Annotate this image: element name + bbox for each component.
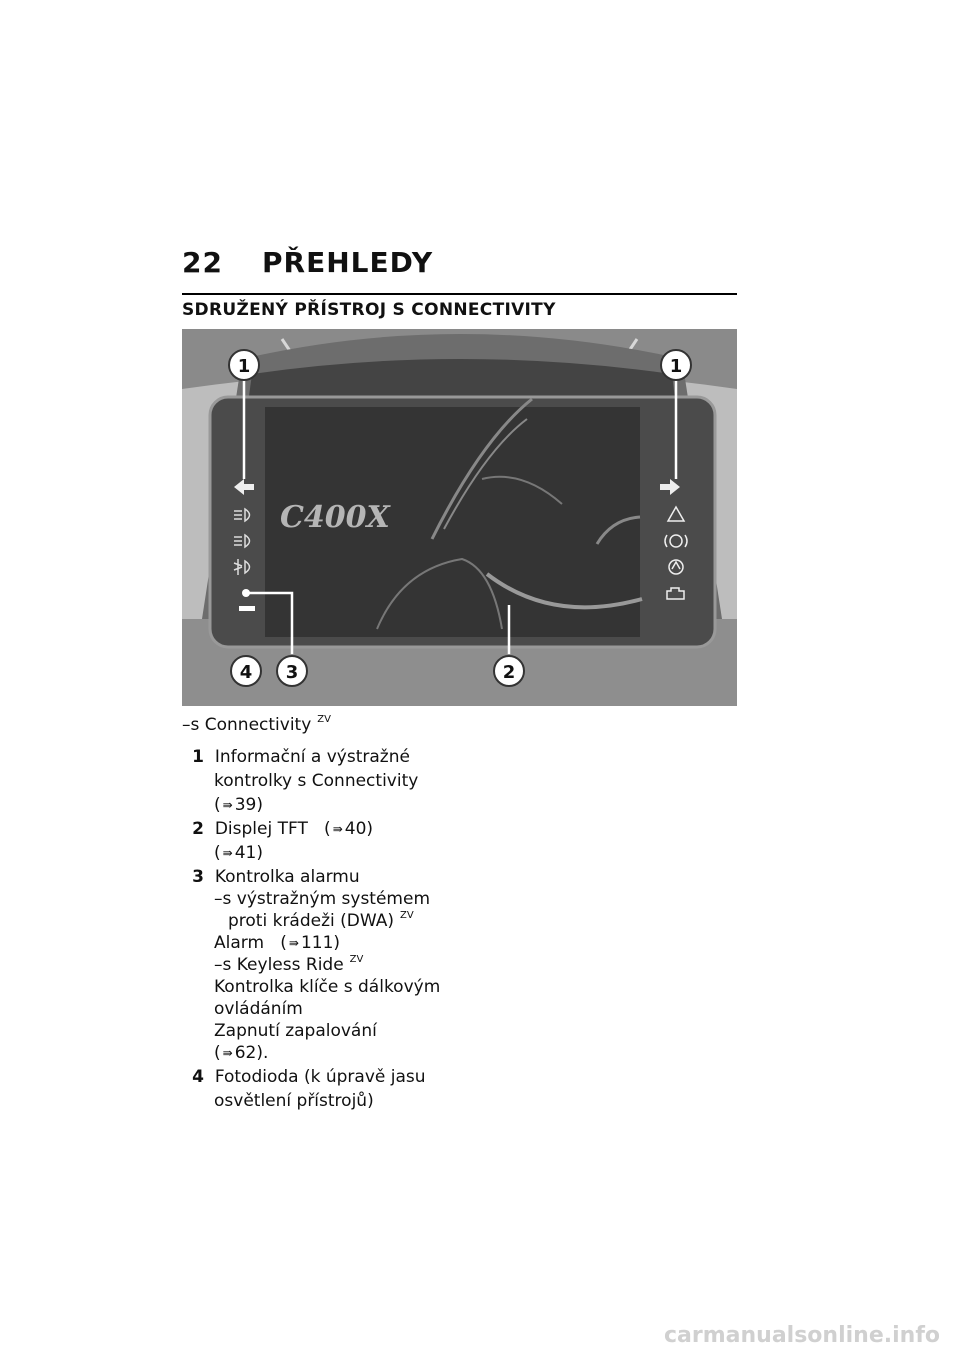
callout-2: 2 <box>502 662 516 683</box>
legend-item-3-dwa-line2: proti krádeži (DWA) $^{ZV}$ <box>228 910 414 931</box>
legend-item-3-variant-keyless: –s Keyless Ride $^{ZV}$ <box>214 954 364 975</box>
legend-item-3-variant-dwa: –s výstražným systémem <box>214 889 431 909</box>
legend-item-4-line2: osvětlení přístrojů) <box>214 1091 374 1111</box>
reference-arrow-icon: ⇛ <box>222 798 233 812</box>
c400x-logo: C400X <box>280 500 390 535</box>
watermark: carmanualsonline.info <box>664 1323 940 1348</box>
legend-item-2-ref2: ( ⇛ 41) <box>214 843 263 863</box>
callout-3: 3 <box>285 662 299 683</box>
legend-item-3-alarm: Alarm ( ⇛ 111) <box>214 933 341 953</box>
legend-item-3-key-ref: ( ⇛ 62). <box>214 1043 269 1063</box>
section-title: SDRUŽENÝ PŘÍSTROJ S CONNECTIVITY <box>182 300 556 320</box>
legend-item-1-line2: kontrolky s Connectivity <box>214 771 419 791</box>
legend-item-2: 2 Displej TFT ( ⇛ 40) <box>192 819 374 839</box>
instrument-cluster-figure <box>182 329 737 706</box>
reference-arrow-icon: ⇛ <box>332 822 343 836</box>
header-rule <box>182 293 737 295</box>
callout-1-right: 1 <box>669 356 683 377</box>
reference-arrow-icon: ⇛ <box>288 936 299 950</box>
legend-item-3-key-line3: Zapnutí zapalování <box>214 1021 377 1041</box>
legend-item-4: 4 Fotodioda (k úpravě jasu <box>192 1067 426 1087</box>
reference-arrow-icon: ⇛ <box>222 846 233 860</box>
legend-item-3-key-line2: ovládáním <box>214 999 303 1019</box>
page-number: 22 <box>182 246 223 279</box>
legend-intro: –s Connectivity $^{ZV}$ <box>182 714 331 735</box>
legend-item-3: 3 Kontrolka alarmu <box>192 867 360 887</box>
reference-arrow-icon: ⇛ <box>222 1046 233 1060</box>
legend-item-3-key-line1: Kontrolka klíče s dálkovým <box>214 977 441 997</box>
legend-item-1-ref: ( ⇛ 39) <box>214 795 263 815</box>
legend-item-1: 1 Informační a výstražné <box>192 747 410 767</box>
photodiode-icon <box>239 606 255 611</box>
callout-1-left: 1 <box>237 356 251 377</box>
callout-4: 4 <box>239 662 253 683</box>
chapter-title: PŘEHLEDY <box>262 246 434 279</box>
